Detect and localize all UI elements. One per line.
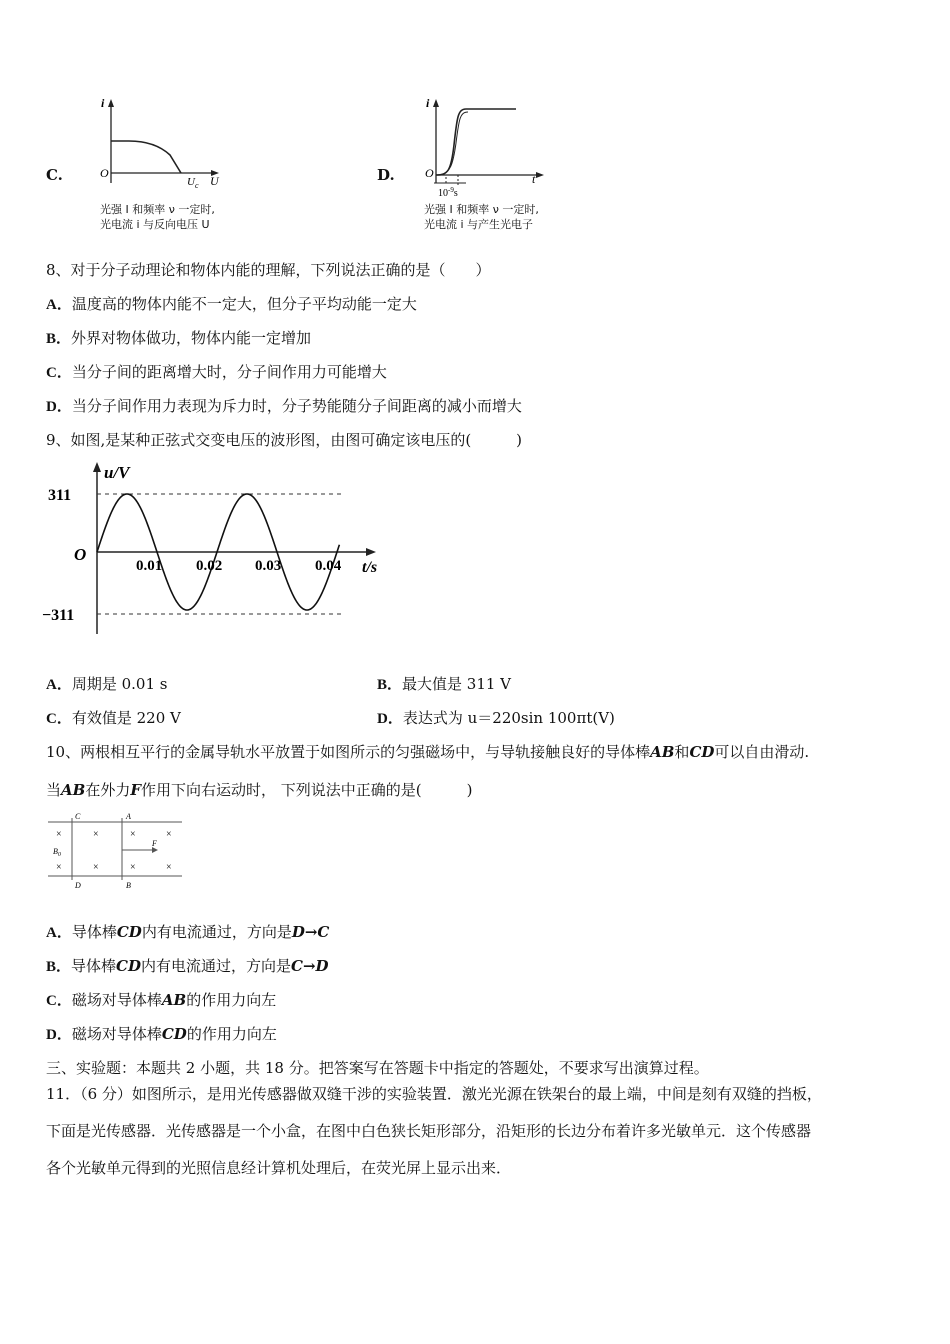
q8-option-c: C．当分子间的距离增大时，分子间作用力可能增大 xyxy=(46,363,387,381)
field-cross: × xyxy=(166,829,172,840)
graph-c-curve xyxy=(111,141,181,173)
chart-ylabel: u/V xyxy=(104,463,130,482)
field-cross: × xyxy=(56,829,62,840)
q11-line2: 下面是光传感器．光传感器是一个小盒，在图中白色狭长矩形部分，沿矩形的长边分布着许多光敏单元．这个传感器 xyxy=(46,1122,812,1140)
option-c-label: C. xyxy=(46,166,63,184)
graph-c-uc-label: $U_c$ xyxy=(187,176,199,190)
graph-d-y-label: i xyxy=(426,96,430,110)
field-cross: × xyxy=(93,862,99,873)
q10-option-d: D．磁场对导体棒CD的作用力向左 xyxy=(46,1025,277,1043)
graph-c-caption-line2: 光电流 i 与反向电压 U xyxy=(100,218,210,231)
option-d-label: D. xyxy=(377,166,395,184)
q10-stem-line2: 当AB在外力F作用下向右运动时， 下列说法中正确的是( ) xyxy=(46,781,473,799)
chart-origin: O xyxy=(74,545,87,564)
chart-x-arrow xyxy=(366,548,376,556)
graph-d-x-label: t xyxy=(532,172,536,186)
field-cross: × xyxy=(166,862,172,873)
field-cross: × xyxy=(130,829,136,840)
q11-line1: 11．（6 分）如图所示，是用光传感器做双缝干涉的实验装置．激光光源在铁架台的最上端，中间是刻有双缝的挡板， xyxy=(46,1085,822,1103)
q9-option-c: C．有效值是 220 V xyxy=(46,709,181,727)
section3-heading: 三、实验题：本题共 2 小题，共 18 分。把答案写在答题卡中指定的答题处，不要求写出演算过程。 xyxy=(46,1059,709,1077)
q9-option-a: A．周期是 0.01 s xyxy=(46,675,168,693)
chart-ymin-label: −311 xyxy=(42,607,75,624)
graph-d-time-label: $10^{-9}s$ xyxy=(438,186,458,199)
label-c: C xyxy=(75,812,81,821)
graph-d-y-arrow xyxy=(433,99,439,107)
chart-xlabel: t/s xyxy=(362,559,378,576)
q9-stem: 9、如图,是某种正弦式交变电压的波形图，由图可确定该电压的( ) xyxy=(46,431,523,449)
graph-d-x-arrow xyxy=(536,172,544,178)
graph-c-y-arrow xyxy=(108,99,114,107)
chart-xtick-0.01: 0.01 xyxy=(136,558,163,574)
field-cross: × xyxy=(56,862,62,873)
q8-stem: 8、对于分子动理论和物体内能的理解，下列说法正确的是（ ） xyxy=(46,261,491,279)
graph-d-caption-line1: 光强 I 和频率 ν 一定时, xyxy=(424,203,539,216)
graph-d-photocurrent-time xyxy=(420,95,550,205)
chart-xtick-0.04: 0.04 xyxy=(315,558,342,574)
chart-xtick-0.03: 0.03 xyxy=(255,558,282,574)
label-b: B xyxy=(126,881,131,890)
q11-line3: 各个光敏单元得到的光照信息经计算机处理后，在荧光屏上显示出来． xyxy=(46,1159,512,1177)
field-cross: × xyxy=(93,829,99,840)
q8-option-b: B．外界对物体做功，物体内能一定增加 xyxy=(46,329,312,347)
label-b0: $B_0$ xyxy=(53,847,61,858)
q9-option-b: B．最大值是 311 V xyxy=(377,675,512,693)
graph-c-photocurrent-voltage xyxy=(95,95,225,190)
q8-option-a: A．温度高的物体内能不一定大，但分子平均动能一定大 xyxy=(46,295,417,313)
chart-ymax-label: 311 xyxy=(48,487,72,504)
graph-d-origin: O xyxy=(425,166,434,180)
q8-option-d: D．当分子间作用力表现为斥力时，分子势能随分子间距离的减小而增大 xyxy=(46,397,522,415)
graph-c-x-label: U xyxy=(210,174,219,188)
label-f: F xyxy=(152,839,157,848)
q10-option-c: C．磁场对导体棒AB的作用力向左 xyxy=(46,991,277,1009)
graph-c-caption-line1: 光强 I 和频率 ν 一定时, xyxy=(100,203,215,216)
chart-y-arrow xyxy=(93,462,101,472)
q10-stem-line1: 10、两根相互平行的金属导轨水平放置于如图所示的匀强磁场中，与导轨接触良好的导体棒AB和CD可以自由滑动. xyxy=(46,743,810,761)
q9-waveform-chart xyxy=(40,458,400,638)
graph-d-caption-line2: 光电流 i 与产生光电子 xyxy=(424,218,534,231)
q10-rail-figure xyxy=(46,812,186,892)
field-cross: × xyxy=(130,862,136,873)
graph-c-origin: O xyxy=(100,166,109,180)
label-d: D xyxy=(75,881,81,890)
q9-option-d: D．表达式为 u＝220sin 100πt(V) xyxy=(377,709,615,727)
graph-d-curve xyxy=(436,109,516,175)
graph-c-y-label: i xyxy=(101,96,105,110)
q10-option-a: A．导体棒CD内有电流通过，方向是D→C xyxy=(46,923,330,941)
label-a: A xyxy=(126,812,131,821)
chart-xtick-0.02: 0.02 xyxy=(196,558,223,574)
q10-option-b: B．导体棒CD内有电流通过，方向是C→D xyxy=(46,957,329,975)
